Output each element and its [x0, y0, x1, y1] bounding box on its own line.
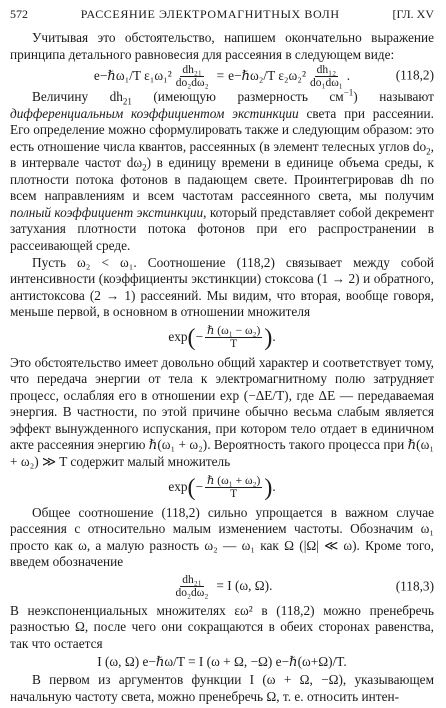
- equation-number-118-3: (118,3): [395, 578, 434, 594]
- eq4-fraction: $\frac{\text{dh₂₁}}{\text{do₂dω₂}}$: [175, 574, 209, 600]
- equation-intensity-relation: I (ω, Ω) e−ℏω/T = I (ω + Ω, −Ω) e−ℏ(ω+Ω)/T.: [97, 654, 347, 670]
- paragraph-4: Это обстоятельство имеет довольно общий характер и соответствует тому, что передача энергии от тела к электромагнитному полю затрудняет процесс, ослабляя его в отношении exp (−ΔE/T), где ΔE — передаваемая энергия. В частности, по этой причине обычно весьма слабым является эффект вынужденного испускания, при котором тело отдает в единичном акте рассеяния энергию ℏ(ω₁ + ω₂). Вероятность такого процесса при ℏ(ω₁ + ω₂) ≫ T содержит малый множитель: [10, 354, 434, 470]
- eq1-right: e−ℏω₂/T ε₂ω₂²: [228, 67, 306, 83]
- equation-exp-stimulated: exp ( − $\frac{\text{ℏ (ω₁ + ω₂)}}{T}$ ) .: [168, 474, 276, 501]
- paragraph-6: В неэкспоненциальных множителях εω² в (118,2) можно пренебречь разностью Ω, после чего они сокращаются в обеих сторонах равенства, так что остается: [10, 602, 434, 651]
- equation-118-3: $\frac{\text{dh₂₁}}{\text{do₂dω₂}}$ = I (ω, Ω). (118,3): [175, 574, 434, 600]
- eq1-left: e−ℏω₁/T ε₁ω₁²: [93, 67, 172, 83]
- paragraph-3: Пусть ω₂ < ω₁. Соотношение (118,2) связывает между собой интенсивности (коэффициенты экстинкции) стоксова (1 → 2) и обратного, антистоксова (2 → 1) рассеяний. Мы видим, что вторая, вообще говоря, меньше первой, в основном в отношении множителя: [10, 254, 434, 320]
- eq1-equals: =: [216, 67, 225, 83]
- equation-118-2: e−ℏω₁/T ε₁ω₁² $\frac{\text{dh₂₁}}{\text{do₂dω₂}}$ = e−ℏω₂/T ε₂ω₂² $\frac{\text{dh₁₂}}{\text{do₁dω₁}}$ . (118,2): [93, 63, 434, 89]
- running-header: [10, 6, 434, 26]
- paragraph-5: Общее соотношение (118,2) сильно упрощается в важном случае рассеяния с относительно малым изменением частоты. Обозначим ω₁ просто как ω, а малую разность ω₂ — ω₁ как Ω (|Ω| ≪ ω). Кроме того, введем обозначение: [10, 504, 434, 570]
- equation-exp-stokes: exp ( − $\frac{\text{ℏ (ω₁ − ω₂)}}{T}$ ) .: [168, 324, 276, 351]
- paragraph-1: Учитывая это обстоятельство, напишем окончательно выражение принципа детального равновесия для рассеяния в следующем виде:: [10, 30, 434, 62]
- eq1-fraction-left: $\frac{\text{dh₂₁}}{\text{do₂dω₂}}$: [175, 63, 209, 89]
- paragraph-2: Величину $dh_{21}$ (имеющую размерность $см^{-1}$) называют дифференциальным коэффициентом экстинкции света при рассеянии. Его определение можно сформулировать также и следующим образом: это есть отношение числа квантов, рассеянных (в элемент телесных углов $do_2$, в интервале частот $d\omega_2$) в единицу времени в единице объема среды, к плотности потока фотонов в падающем свете. Проинтегрировав dh по всем направлениям и всем частотам рассеянного света, мы получим полный коэффициент экстинкции, который представляет собой декремент затухания плотности потока фотонов при его распространении в рассеивающей среде.: [10, 87, 434, 254]
- chapter-title: РАССЕЯНИЕ ЭЛЕКТРОМАГНИТНЫХ ВОЛН: [80, 7, 340, 21]
- chapter-label: [ГЛ. XV: [392, 7, 434, 21]
- eq3-fraction: $\frac{\text{ℏ (ω₁ + ω₂)}}{T}$: [207, 475, 261, 501]
- paragraph-7: В первом из аргументов функции I (ω + Ω, −Ω), указывающем начальную частоту света, можно пренебречь Ω, т. е. относить интен-: [10, 672, 434, 704]
- eq2-fraction: $\frac{\text{ℏ (ω₁ − ω₂)}}{T}$: [207, 325, 261, 351]
- eq1-fraction-right: $\frac{\text{dh₁₂}}{\text{do₁dω₁}}$: [309, 63, 343, 89]
- equation-number-118-2: (118,2): [395, 67, 434, 83]
- page-number: 572: [10, 7, 28, 21]
